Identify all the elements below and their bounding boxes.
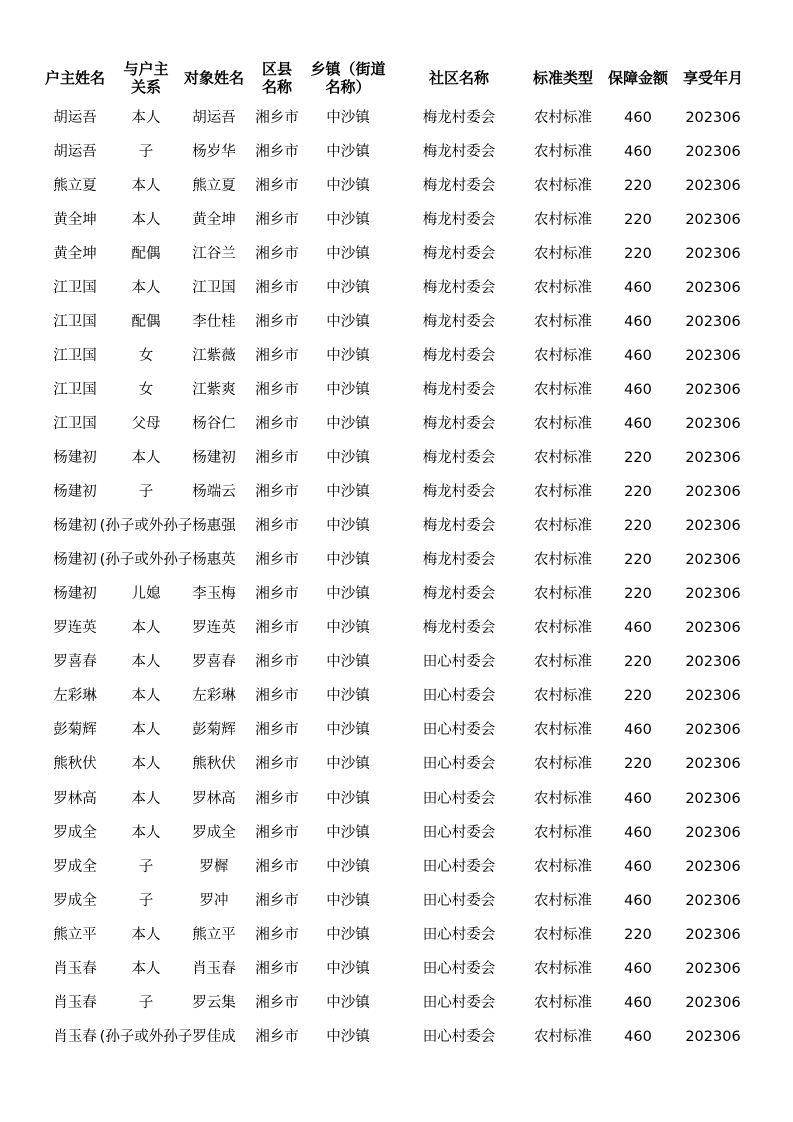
cell-community: 梅龙村委会 — [422, 586, 496, 603]
cell-standard-type: 农村标准 — [534, 722, 592, 739]
cell-household-head-name: 江卫国 — [53, 313, 97, 330]
cell-standard-type: 农村标准 — [534, 211, 592, 228]
table-header — [0, 58, 793, 98]
cell-town: 中沙镇 — [326, 279, 370, 296]
cell-community: 田心村委会 — [422, 1028, 496, 1045]
cell-year-month: 202306 — [685, 858, 741, 875]
cell-community: 梅龙村委会 — [422, 347, 496, 364]
cell-year-month: 202306 — [685, 926, 741, 943]
cell-recipient-name: 杨建初 — [192, 450, 236, 466]
cell-relation: 本人 — [131, 109, 161, 126]
cell-year-month: 202306 — [685, 381, 741, 398]
cell-community: 梅龙村委会 — [422, 211, 496, 228]
cell-recipient-name: 江紫薇 — [192, 347, 236, 364]
cell-amount: 460 — [624, 892, 652, 909]
cell-year-month: 202306 — [685, 484, 741, 501]
cell-household-head-name: 罗林高 — [53, 790, 97, 807]
cell-standard-type: 农村标准 — [534, 654, 592, 671]
cell-town: 中沙镇 — [326, 994, 370, 1011]
cell-household-head-name: 杨建初 — [53, 518, 97, 535]
cell-town: 中沙镇 — [326, 347, 370, 364]
cell-year-month: 202306 — [685, 245, 741, 262]
cell-amount: 460 — [624, 347, 652, 364]
cell-county: 湘乡市 — [255, 450, 299, 466]
cell-relation: 子 — [138, 858, 154, 875]
table-row — [0, 373, 793, 407]
cell-county: 湘乡市 — [255, 824, 299, 841]
cell-amount: 220 — [624, 450, 652, 466]
cell-county: 湘乡市 — [255, 892, 299, 909]
cell-amount: 460 — [624, 1028, 652, 1045]
header-standard-type: 标准类型 — [532, 69, 593, 87]
cell-amount: 460 — [624, 313, 652, 330]
cell-amount: 460 — [624, 790, 652, 807]
cell-recipient-name: 肖玉春 — [192, 960, 236, 977]
cell-recipient-name: 罗连英 — [192, 620, 236, 637]
cell-household-head-name: 罗成全 — [53, 892, 97, 909]
cell-town: 中沙镇 — [326, 722, 370, 739]
cell-recipient-name: 罗佳成 — [192, 1028, 236, 1045]
cell-amount: 220 — [624, 552, 652, 569]
cell-town: 中沙镇 — [326, 688, 370, 705]
cell-relation: 子 — [138, 143, 154, 160]
cell-town: 中沙镇 — [326, 211, 370, 228]
cell-year-month: 202306 — [685, 620, 741, 637]
cell-relation: 本人 — [131, 211, 161, 228]
cell-recipient-name: 罗云集 — [192, 994, 236, 1011]
table-row — [0, 339, 793, 373]
cell-relation: 儿媳 — [131, 586, 161, 603]
header-town-line2: 名称） — [325, 78, 371, 96]
cell-recipient-name: 杨端云 — [192, 484, 236, 501]
cell-community: 梅龙村委会 — [422, 552, 496, 569]
cell-household-head-name: 罗成全 — [53, 824, 97, 841]
cell-year-month: 202306 — [685, 415, 741, 432]
table-row — [0, 237, 793, 271]
header-relation-line1: 与户主 — [123, 60, 169, 78]
cell-town: 中沙镇 — [326, 552, 370, 569]
table-row — [0, 510, 793, 544]
cell-community: 田心村委会 — [422, 858, 496, 875]
table-row — [0, 578, 793, 612]
cell-town: 中沙镇 — [326, 960, 370, 977]
cell-town: 中沙镇 — [326, 484, 370, 501]
cell-household-head-name: 胡运吾 — [53, 109, 97, 126]
cell-relation: 本人 — [131, 790, 161, 807]
cell-amount: 460 — [624, 994, 652, 1011]
cell-town: 中沙镇 — [326, 756, 370, 773]
cell-year-month: 202306 — [685, 994, 741, 1011]
cell-year-month: 202306 — [685, 143, 741, 160]
cell-relation: 本人 — [131, 654, 161, 671]
cell-relation: 配偶 — [131, 313, 161, 330]
table-row — [0, 476, 793, 510]
cell-amount: 220 — [624, 586, 652, 603]
cell-year-month: 202306 — [685, 518, 741, 535]
cell-relation: 女 — [138, 347, 154, 364]
cell-amount: 460 — [624, 143, 652, 160]
cell-amount: 460 — [624, 279, 652, 296]
cell-county: 湘乡市 — [255, 381, 299, 398]
cell-relation: 本人 — [131, 177, 161, 194]
cell-standard-type: 农村标准 — [534, 518, 592, 535]
table-row — [0, 442, 793, 476]
cell-county: 湘乡市 — [255, 211, 299, 228]
cell-amount: 220 — [624, 484, 652, 501]
cell-county: 湘乡市 — [255, 654, 299, 671]
cell-town: 中沙镇 — [326, 313, 370, 330]
cell-standard-type: 农村标准 — [534, 960, 592, 977]
cell-community: 梅龙村委会 — [422, 518, 496, 535]
cell-standard-type: 农村标准 — [534, 756, 592, 773]
cell-household-head-name: 江卫国 — [53, 347, 97, 364]
cell-county: 湘乡市 — [255, 688, 299, 705]
cell-town: 中沙镇 — [326, 143, 370, 160]
cell-relation: 子 — [138, 994, 154, 1011]
table-row — [0, 918, 793, 952]
table-row — [0, 271, 793, 305]
cell-recipient-name: 熊立平 — [192, 926, 236, 943]
cell-year-month: 202306 — [685, 654, 741, 671]
cell-household-head-name: 彭菊辉 — [53, 722, 97, 739]
cell-standard-type: 农村标准 — [534, 586, 592, 603]
table-row — [0, 305, 793, 339]
cell-relation: 本人 — [131, 960, 161, 977]
cell-town: 中沙镇 — [326, 415, 370, 432]
cell-recipient-name: 杨惠强 — [192, 518, 236, 535]
cell-year-month: 202306 — [685, 450, 741, 466]
cell-amount: 220 — [624, 756, 652, 773]
cell-recipient-name: 熊立夏 — [192, 177, 236, 194]
cell-recipient-name: 罗林高 — [192, 790, 236, 807]
cell-household-head-name: 江卫国 — [53, 415, 97, 432]
cell-recipient-name: 熊秋伏 — [192, 756, 236, 773]
cell-standard-type: 农村标准 — [534, 620, 592, 637]
cell-county: 湘乡市 — [255, 313, 299, 330]
header-relation-line2: 关系 — [130, 78, 161, 96]
cell-recipient-name: 江卫国 — [192, 279, 236, 296]
cell-town: 中沙镇 — [326, 892, 370, 909]
cell-recipient-name: 罗成全 — [192, 824, 236, 841]
cell-town: 中沙镇 — [326, 1028, 370, 1045]
cell-household-head-name: 杨建初 — [53, 552, 97, 569]
cell-amount: 460 — [624, 824, 652, 841]
cell-amount: 460 — [624, 722, 652, 739]
cell-county: 湘乡市 — [255, 722, 299, 739]
cell-amount: 220 — [624, 926, 652, 943]
cell-county: 湘乡市 — [255, 109, 299, 126]
cell-household-head-name: 黄全坤 — [53, 211, 97, 228]
cell-community: 田心村委会 — [422, 960, 496, 977]
cell-county: 湘乡市 — [255, 960, 299, 977]
cell-year-month: 202306 — [685, 688, 741, 705]
cell-community: 田心村委会 — [422, 824, 496, 841]
cell-relation: (孙子或外孙子 — [99, 1028, 193, 1045]
cell-community: 田心村委会 — [422, 722, 496, 739]
cell-county: 湘乡市 — [255, 994, 299, 1011]
cell-household-head-name: 杨建初 — [53, 484, 97, 501]
cell-year-month: 202306 — [685, 722, 741, 739]
cell-recipient-name: 杨惠英 — [192, 552, 236, 569]
cell-town: 中沙镇 — [326, 790, 370, 807]
cell-county: 湘乡市 — [255, 756, 299, 773]
cell-county: 湘乡市 — [255, 347, 299, 364]
cell-relation: 本人 — [131, 824, 161, 841]
cell-community: 田心村委会 — [422, 654, 496, 671]
header-household-head-name: 户主姓名 — [44, 69, 105, 87]
cell-recipient-name: 杨岁华 — [192, 143, 236, 160]
table-row — [0, 169, 793, 203]
cell-community: 梅龙村委会 — [422, 620, 496, 637]
header-town-line1: 乡镇（街道 — [310, 60, 386, 78]
cell-household-head-name: 罗成全 — [53, 858, 97, 875]
cell-community: 田心村委会 — [422, 756, 496, 773]
cell-standard-type: 农村标准 — [534, 279, 592, 296]
cell-year-month: 202306 — [685, 756, 741, 773]
cell-county: 湘乡市 — [255, 1028, 299, 1045]
table-row — [0, 1020, 793, 1054]
cell-standard-type: 农村标准 — [534, 1028, 592, 1045]
cell-standard-type: 农村标准 — [534, 245, 592, 262]
cell-amount: 460 — [624, 620, 652, 637]
cell-standard-type: 农村标准 — [534, 824, 592, 841]
cell-standard-type: 农村标准 — [534, 688, 592, 705]
cell-town: 中沙镇 — [326, 586, 370, 603]
cell-standard-type: 农村标准 — [534, 381, 592, 398]
cell-relation: 本人 — [131, 450, 161, 466]
table-row — [0, 135, 793, 169]
cell-county: 湘乡市 — [255, 552, 299, 569]
cell-household-head-name: 罗喜春 — [53, 654, 97, 671]
cell-relation: 本人 — [131, 722, 161, 739]
header-county-line2: 名称 — [261, 78, 292, 96]
table-row — [0, 203, 793, 237]
cell-town: 中沙镇 — [326, 245, 370, 262]
cell-town: 中沙镇 — [326, 381, 370, 398]
cell-community: 田心村委会 — [422, 688, 496, 705]
cell-county: 湘乡市 — [255, 415, 299, 432]
cell-standard-type: 农村标准 — [534, 450, 592, 466]
cell-county: 湘乡市 — [255, 790, 299, 807]
cell-household-head-name: 杨建初 — [53, 450, 97, 466]
cell-relation: 配偶 — [131, 245, 161, 262]
header-county-line1: 区县 — [261, 60, 292, 78]
table-row — [0, 748, 793, 782]
cell-relation: 本人 — [131, 279, 161, 296]
cell-standard-type: 农村标准 — [534, 313, 592, 330]
cell-county: 湘乡市 — [255, 245, 299, 262]
cell-county: 湘乡市 — [255, 620, 299, 637]
cell-relation: 女 — [138, 381, 154, 398]
cell-year-month: 202306 — [685, 586, 741, 603]
header-town — [305, 58, 391, 98]
table-row — [0, 816, 793, 850]
cell-household-head-name: 胡运吾 — [53, 143, 97, 160]
table-row — [0, 407, 793, 441]
table-row — [0, 101, 793, 135]
cell-recipient-name: 李玉梅 — [192, 586, 236, 603]
cell-standard-type: 农村标准 — [534, 143, 592, 160]
cell-recipient-name: 江紫爽 — [192, 381, 236, 398]
cell-relation: 本人 — [131, 926, 161, 943]
cell-recipient-name: 罗喜春 — [192, 654, 236, 671]
cell-town: 中沙镇 — [326, 450, 370, 466]
cell-community: 梅龙村委会 — [422, 450, 496, 466]
header-year-month: 享受年月 — [682, 69, 743, 87]
header-relation-to-head — [113, 58, 179, 98]
cell-county: 湘乡市 — [255, 143, 299, 160]
cell-relation: 子 — [138, 484, 154, 501]
cell-amount: 220 — [624, 688, 652, 705]
cell-town: 中沙镇 — [326, 620, 370, 637]
table-row — [0, 544, 793, 578]
cell-town: 中沙镇 — [326, 518, 370, 535]
table-row — [0, 646, 793, 680]
table-row — [0, 952, 793, 986]
cell-recipient-name: 江谷兰 — [192, 245, 236, 262]
cell-relation: 本人 — [131, 756, 161, 773]
cell-year-month: 202306 — [685, 313, 741, 330]
cell-community: 梅龙村委会 — [422, 143, 496, 160]
cell-community: 梅龙村委会 — [422, 415, 496, 432]
cell-amount: 220 — [624, 211, 652, 228]
cell-relation: 子 — [138, 892, 154, 909]
cell-amount: 460 — [624, 381, 652, 398]
cell-amount: 220 — [624, 654, 652, 671]
cell-household-head-name: 罗连英 — [53, 620, 97, 637]
cell-standard-type: 农村标准 — [534, 552, 592, 569]
cell-standard-type: 农村标准 — [534, 109, 592, 126]
cell-community: 梅龙村委会 — [422, 109, 496, 126]
cell-community: 梅龙村委会 — [422, 381, 496, 398]
header-recipient-name: 对象姓名 — [183, 69, 244, 87]
table-row — [0, 884, 793, 918]
cell-standard-type: 农村标准 — [534, 484, 592, 501]
table-row — [0, 680, 793, 714]
cell-household-head-name: 江卫国 — [53, 381, 97, 398]
cell-community: 田心村委会 — [422, 892, 496, 909]
cell-amount: 220 — [624, 245, 652, 262]
cell-year-month: 202306 — [685, 109, 741, 126]
cell-household-head-name: 熊立平 — [53, 926, 97, 943]
cell-year-month: 202306 — [685, 211, 741, 228]
cell-household-head-name: 左彩琳 — [53, 688, 97, 705]
cell-recipient-name: 黄全坤 — [192, 211, 236, 228]
cell-county: 湘乡市 — [255, 177, 299, 194]
cell-amount: 460 — [624, 858, 652, 875]
cell-county: 湘乡市 — [255, 484, 299, 501]
cell-year-month: 202306 — [685, 790, 741, 807]
cell-town: 中沙镇 — [326, 824, 370, 841]
cell-relation: (孙子或外孙子 — [99, 552, 193, 569]
table-row — [0, 782, 793, 816]
cell-relation: 父母 — [131, 415, 161, 432]
cell-community: 田心村委会 — [422, 790, 496, 807]
cell-household-head-name: 江卫国 — [53, 279, 97, 296]
table-row — [0, 714, 793, 748]
cell-standard-type: 农村标准 — [534, 177, 592, 194]
cell-year-month: 202306 — [685, 1028, 741, 1045]
cell-town: 中沙镇 — [326, 177, 370, 194]
cell-amount: 460 — [624, 415, 652, 432]
cell-community: 梅龙村委会 — [422, 313, 496, 330]
table-row — [0, 612, 793, 646]
cell-county: 湘乡市 — [255, 926, 299, 943]
cell-community: 梅龙村委会 — [422, 177, 496, 194]
cell-standard-type: 农村标准 — [534, 415, 592, 432]
cell-standard-type: 农村标准 — [534, 347, 592, 364]
cell-town: 中沙镇 — [326, 654, 370, 671]
cell-household-head-name: 肖玉春 — [53, 960, 97, 977]
cell-community: 田心村委会 — [422, 994, 496, 1011]
cell-relation: 本人 — [131, 688, 161, 705]
table-row — [0, 850, 793, 884]
cell-year-month: 202306 — [685, 960, 741, 977]
header-county — [249, 58, 305, 98]
cell-county: 湘乡市 — [255, 858, 299, 875]
header-amount: 保障金额 — [607, 69, 668, 87]
cell-community: 梅龙村委会 — [422, 279, 496, 296]
cell-relation: (孙子或外孙子 — [99, 518, 193, 535]
cell-household-head-name: 熊立夏 — [53, 177, 97, 194]
cell-recipient-name: 罗樨 — [199, 858, 229, 875]
cell-county: 湘乡市 — [255, 586, 299, 603]
cell-community: 梅龙村委会 — [422, 484, 496, 501]
cell-county: 湘乡市 — [255, 518, 299, 535]
cell-amount: 220 — [624, 177, 652, 194]
cell-recipient-name: 李仕桂 — [192, 313, 236, 330]
cell-town: 中沙镇 — [326, 109, 370, 126]
cell-amount: 220 — [624, 518, 652, 535]
cell-amount: 460 — [624, 960, 652, 977]
cell-relation: 本人 — [131, 620, 161, 637]
cell-year-month: 202306 — [685, 892, 741, 909]
cell-household-head-name: 熊秋伏 — [53, 756, 97, 773]
cell-standard-type: 农村标准 — [534, 994, 592, 1011]
cell-recipient-name: 杨谷仁 — [192, 415, 236, 432]
cell-year-month: 202306 — [685, 552, 741, 569]
cell-town: 中沙镇 — [326, 926, 370, 943]
cell-year-month: 202306 — [685, 347, 741, 364]
cell-amount: 460 — [624, 109, 652, 126]
table-row — [0, 986, 793, 1020]
cell-standard-type: 农村标准 — [534, 926, 592, 943]
cell-household-head-name: 黄全坤 — [53, 245, 97, 262]
cell-standard-type: 农村标准 — [534, 892, 592, 909]
header-community: 社区名称 — [428, 69, 489, 87]
cell-standard-type: 农村标准 — [534, 790, 592, 807]
cell-community: 梅龙村委会 — [422, 245, 496, 262]
cell-standard-type: 农村标准 — [534, 858, 592, 875]
cell-recipient-name: 罗冲 — [199, 892, 229, 909]
cell-year-month: 202306 — [685, 279, 741, 296]
cell-year-month: 202306 — [685, 177, 741, 194]
cell-town: 中沙镇 — [326, 858, 370, 875]
cell-community: 田心村委会 — [422, 926, 496, 943]
cell-county: 湘乡市 — [255, 279, 299, 296]
cell-year-month: 202306 — [685, 824, 741, 841]
cell-household-head-name: 肖玉春 — [53, 1028, 97, 1045]
cell-recipient-name: 胡运吾 — [192, 109, 236, 126]
cell-household-head-name: 杨建初 — [53, 586, 97, 603]
cell-household-head-name: 肖玉春 — [53, 994, 97, 1011]
cell-recipient-name: 彭菊辉 — [192, 722, 236, 739]
cell-recipient-name: 左彩琳 — [192, 688, 236, 705]
